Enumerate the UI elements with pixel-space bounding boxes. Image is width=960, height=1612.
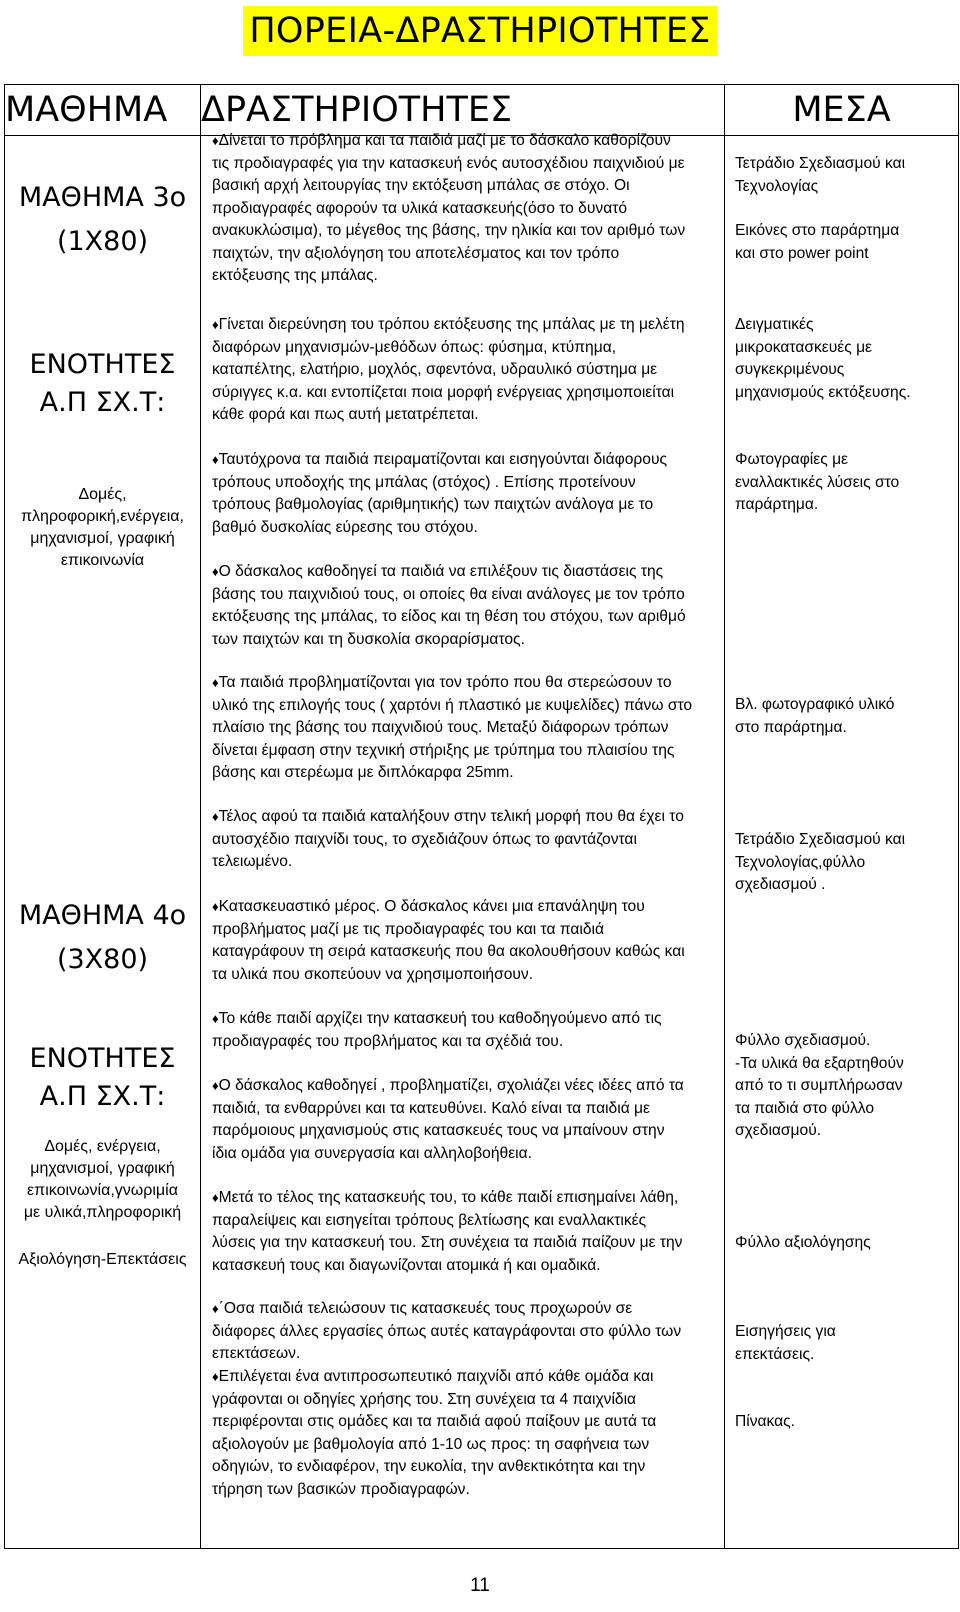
activity-item [212, 1008, 716, 1053]
activity-line: Το κάθε παιδί αρχίζει την κατασκευή του καθοδηγούμενο από τις [218, 1010, 662, 1027]
activity-line: βασική αρχή λειτουργίας την εκτόξευση μπάλας σε στόχο. Οι [212, 177, 630, 194]
means-line: Τετράδιο Σχεδιασμού και [735, 155, 906, 172]
lesson3-topics [5, 484, 200, 572]
activity-line: καταπέλτης, ελατήριο, μοχλός, σφεντόνα, υδραυλικό σύστημα με [212, 361, 658, 378]
activity-line: Ο δάσκαλος καθοδηγεί , προβληματίζει, σχολιάζει νέες ιδέες από τα [218, 1077, 684, 1094]
means-item [735, 1411, 952, 1434]
means-line: μικροκατασκευές με [735, 338, 873, 356]
diamond-bullet-icon: ♦ [212, 1011, 219, 1026]
means-item [735, 449, 952, 517]
topic-line: μηχανισμοί, γραφική [30, 530, 175, 547]
activity-item [212, 896, 716, 986]
activity-item [212, 561, 716, 651]
activity-line: Ο δάσκαλος καθοδηγεί τα παιδιά να επιλέξουν τις διαστάσεις της [218, 563, 664, 580]
means-line: Φωτογραφίες με [735, 451, 849, 468]
lesson4-block [5, 894, 200, 982]
activity-line: Κατασκευαστικό μέρος. Ο δάσκαλος κάνει μια επανάληψη του [218, 898, 645, 915]
diamond-bullet-icon: ♦ [212, 1369, 219, 1384]
lesson4-units-line1: ΕΝΟΤΗΤΕΣ [29, 1043, 176, 1074]
means-line: σχεδιασμού . [735, 876, 826, 893]
activity-line: γράφονται οι οδηγίες χρήσης του. Στη συνέχεια τα 4 παιχνίδια [212, 1390, 637, 1408]
activity-line: Τα παιδιά προβληματίζονται για τον τρόπο που θα στερεώσουν το [218, 674, 672, 691]
means-item [735, 1030, 952, 1143]
header-row [5, 85, 959, 136]
means-item [735, 1321, 952, 1366]
activity-line: προδιαγραφές αφορούν τα υλικά κατασκευής(όσο το δυνατό [212, 199, 628, 217]
activity-line: αξιολογούν με βαθμολογία από 1-10 ως προς: τη σαφήνεια των [212, 1435, 650, 1453]
diamond-bullet-icon: ♦ [212, 1301, 219, 1316]
lesson4-units [5, 1040, 200, 1116]
diamond-bullet-icon: ♦ [212, 317, 219, 332]
activity-line: εκτόξευσης της μπάλας. [212, 267, 378, 284]
activity-line: λύσεις για την κατασκευή του. Στη συνέχεια τα παιδιά παίζουν με την [212, 1234, 683, 1251]
activity-line: αυτοσχέδιο παιχνίδι τους, το σχεδιάζουν όπως το φαντάζονται [212, 830, 637, 848]
diamond-bullet-icon: ♦ [212, 899, 219, 914]
diamond-bullet-icon: ♦ [212, 452, 219, 467]
topic-line: Δομές, [78, 486, 127, 503]
means-line: παράρτημα. [735, 496, 819, 513]
topic-line: με υλικά,πληροφορική [23, 1204, 182, 1221]
means-line: Δειγματικές [735, 316, 814, 333]
activity-item [212, 1298, 716, 1366]
activity-line: τελειωμένο. [212, 853, 293, 870]
activity-item [212, 1187, 716, 1277]
activity-line: προβλήματος μαζί με τις προδιαγραφές του και τα παιδιά [212, 920, 605, 938]
topic-line: επικοινωνία,γνωριμία [27, 1182, 178, 1199]
activity-line: δίνεται έμφαση στην τεχνική στήριξης με τρύπημα του πλαισίου της [212, 741, 675, 759]
activity-line: Δίνεται το πρόβλημα και τα παιδιά μαζί με το δάσκαλο καθορίζουν [218, 132, 671, 149]
means-line: από το τι συμπλήρωσαν [735, 1077, 903, 1094]
means-line: τα παιδιά στο φύλλο [735, 1099, 875, 1117]
page-number: 11 [470, 1575, 490, 1596]
activity-line: τήρηση των βασικών προδιαγραφών. [212, 1480, 470, 1498]
activity-line: Γίνεται διερεύνηση του τρόπου εκτόξευσης της μπάλας με τη μελέτη [218, 316, 685, 333]
activity-line: διάφορες άλλες εργασίες όπως αυτές καταγράφονται στο φύλλο των [212, 1322, 682, 1340]
topic-line: μηχανισμοί, γραφική [30, 1160, 175, 1177]
diamond-bullet-icon: ♦ [212, 675, 219, 690]
means-item [735, 1232, 952, 1255]
activity-line: ανακυκλώσιμα), το μέγεθος της βάσης, την ηλικία και τον αριθμό των [212, 222, 686, 239]
means-line: συγκεκριμένους [735, 361, 845, 378]
activity-line: Ταυτόχρονα τα παιδιά πειραματίζονται και εισηγούνται διάφορους [218, 451, 668, 468]
means-line: Πίνακας. [735, 1413, 796, 1430]
activity-line: βαθμό δυσκολίας εύρεσης του στόχου. [212, 518, 478, 536]
lesson4-evaluation: Αξιολόγηση-Επεκτάσεις [18, 1251, 187, 1268]
diamond-bullet-icon: ♦ [212, 133, 219, 148]
lesson4-topics [5, 1136, 200, 1224]
means-line: Φύλλο αξιολόγησης [735, 1234, 871, 1251]
activity-item [212, 806, 716, 874]
header-lesson: ΜΑΘΗΜΑ [5, 85, 201, 136]
means-item [735, 829, 952, 897]
activity-line: εκτόξευσης της μπάλας, το είδος και τη θέση του στόχου, των αριθμό [212, 608, 686, 625]
means-item [735, 694, 952, 739]
lesson-plan-table [4, 84, 959, 1549]
activity-line: Τέλος αφού τα παιδιά καταλήξουν στην τελική μορφή που θα έχει το [218, 808, 684, 825]
content-row [5, 136, 959, 1549]
activity-line: παιχτών, την αξιολόγηση του αποτελέσματος και τον τρόπο [212, 244, 620, 262]
activity-line: κάθε φορά και πως αυτή μετατρέπεται. [212, 406, 479, 423]
means-line: εναλλακτικές λύσεις στο [735, 473, 900, 491]
lesson-column [5, 136, 201, 1549]
diamond-bullet-icon: ♦ [212, 1190, 219, 1205]
activity-line: καταγράφουν τη σειρά κατασκευής που θα ακολουθήσουν καθώς και [212, 943, 685, 960]
means-line: -Τα υλικά θα εξαρτηθούν [735, 1054, 904, 1072]
activity-line: Επιλέγεται ένα αντιπροσωπευτικό παιχνίδι από κάθε ομάδα και [218, 1368, 654, 1385]
activity-item [212, 449, 716, 539]
activity-item [212, 1075, 716, 1165]
activity-item [212, 672, 716, 785]
activity-line: βάσης και στερέωμα με διπλόκαρφα 25mm. [212, 764, 514, 781]
means-line: Φύλλο σχεδιασμού. [735, 1032, 871, 1049]
lesson4-title: ΜΑΘΗΜΑ 4ο [18, 900, 187, 931]
activity-item [212, 1366, 716, 1501]
activity-line: ΄Οσα παιδιά τελειώσουν τις κατασκευές τους προχωρούν σε [218, 1300, 633, 1317]
diamond-bullet-icon: ♦ [212, 809, 219, 824]
title-container [0, 6, 960, 56]
lesson3-title: ΜΑΘΗΜΑ 3ο [18, 182, 187, 213]
activity-line: σύριγγες κ.α. και εντοπίζεται ποια μορφή ενέργειας χρησιμοποιείται [212, 383, 675, 401]
header-activities: ΔΡΑΣΤΗΡΙΟΤΗΤΕΣ [201, 85, 725, 136]
activity-line: τρόπους βαθμολογίας (αριθμητικής) των παιχτών ανάλογα με το [212, 496, 654, 513]
means-line: μηχανισμούς εκτόξευσης. [735, 383, 911, 401]
activity-item [212, 314, 716, 427]
activity-line: βάσης του παιχνιδιού τους, οι οποίες θα είναι ανάλογες με τον τρόπο [212, 585, 685, 603]
means-line: επεκτάσεις. [735, 1345, 815, 1363]
lesson4-duration: (3Χ80) [56, 944, 149, 975]
activity-line: διαφόρων μηχανισμών-μεθόδων όπως: φύσημα, κτύπημα, [212, 338, 617, 356]
lesson3-units [5, 346, 200, 422]
diamond-bullet-icon: ♦ [212, 1078, 219, 1093]
activities-column [201, 132, 725, 1549]
activity-line: περιφέρονται στις ομάδες και τα παιδιά αφού παίξουν με αυτά τα [212, 1413, 657, 1430]
means-line: Βλ. φωτογραφικό υλικό [735, 696, 895, 713]
page-title: ΠΟΡΕΙΑ-ΔΡΑΣΤΗΡΙΟΤΗΤΕΣ [243, 6, 716, 56]
means-item [735, 314, 952, 404]
means-line: Τεχνολογίας,φύλλο [735, 853, 866, 871]
activity-line: επεκτάσεων. [212, 1345, 301, 1362]
activity-line: παραλείψεις και εισηγείται τρόπους βελτίωσης και εναλλακτικές [212, 1211, 647, 1229]
activity-line: οδηγιών, το ενδιαφέρον, την ευκολία, την ανθεκτικότητα και την [212, 1458, 646, 1475]
activity-line: ίδια ομάδα για συνεργασία και αλληλοβοήθεια. [212, 1144, 532, 1162]
activity-line: τρόπους υποδοχής της μπάλας (στόχος) . Επίσης προτείνουν [212, 473, 636, 491]
activity-line: των παιχτών και τη δυσκολία σκοραρίσματος. [212, 630, 525, 648]
topic-line: πληροφορική,ενέργεια, [21, 508, 184, 525]
activity-line: πλαίσιο της βάσης του παιχνιδιού τους. Μεταξύ διάφορων τρόπων [212, 719, 669, 736]
diamond-bullet-icon: ♦ [212, 564, 219, 579]
means-line: στο παράρτημα. [735, 718, 847, 736]
activity-item [212, 130, 716, 288]
header-means: ΜΕΣΑ [725, 85, 959, 136]
topic-line: Δομές, ενέργεια, [44, 1138, 161, 1155]
means-line: Εισηγήσεις για [735, 1323, 836, 1340]
lesson3-units-line2: Α.Π ΣΧ.Τ: [39, 387, 166, 418]
means-line: και στο power point [735, 244, 869, 262]
lesson4-units-line2: Α.Π ΣΧ.Τ: [39, 1081, 166, 1112]
means-line: Τετράδιο Σχεδιασμού και [735, 831, 906, 848]
means-item [735, 220, 952, 265]
activity-line: υλικό της επιλογής τους ( χαρτόνι ή πλαστικό με κυψελίδες) πάνω στο [212, 696, 693, 714]
means-column [725, 136, 959, 1549]
means-line: σχεδιασμού. [735, 1122, 822, 1139]
activity-line: τα υλικά που σκοπεύουν να χρησιμοποιήσουν. [212, 965, 534, 983]
activity-line: κατασκευή τους και διαγωνίζονται ατομικά ή και ομαδικά. [212, 1256, 601, 1274]
activity-line: παρόμοιους μηχανισμούς στις κατασκευές τους να μπαίνουν στην [212, 1122, 665, 1139]
lesson3-duration: (1Χ80) [56, 226, 149, 257]
topic-line: επικοινωνία [60, 552, 145, 569]
activity-line: τις προδιαγραφές για την κατασκευή ενός αυτοσχέδιου παιχνιδιού με [212, 154, 685, 172]
activity-line: προδιαγραφές του προβλήματος και τα σχέδιά του. [212, 1032, 564, 1050]
means-line: Τεχνολογίας [735, 177, 819, 195]
lesson3-units-line1: ΕΝΟΤΗΤΕΣ [29, 349, 176, 380]
activity-line: παιδιά, τα ενθαρρύνει και τα κατευθύνει. Καλό είναι τα παιδιά με [212, 1099, 650, 1117]
activity-line: Μετά το τέλος της κατασκευής του, το κάθε παιδί επισημαίνει λάθη, [218, 1189, 679, 1206]
lesson3-block [5, 176, 200, 264]
means-line: Εικόνες στο παράρτημα [735, 222, 900, 239]
means-item [735, 153, 952, 198]
